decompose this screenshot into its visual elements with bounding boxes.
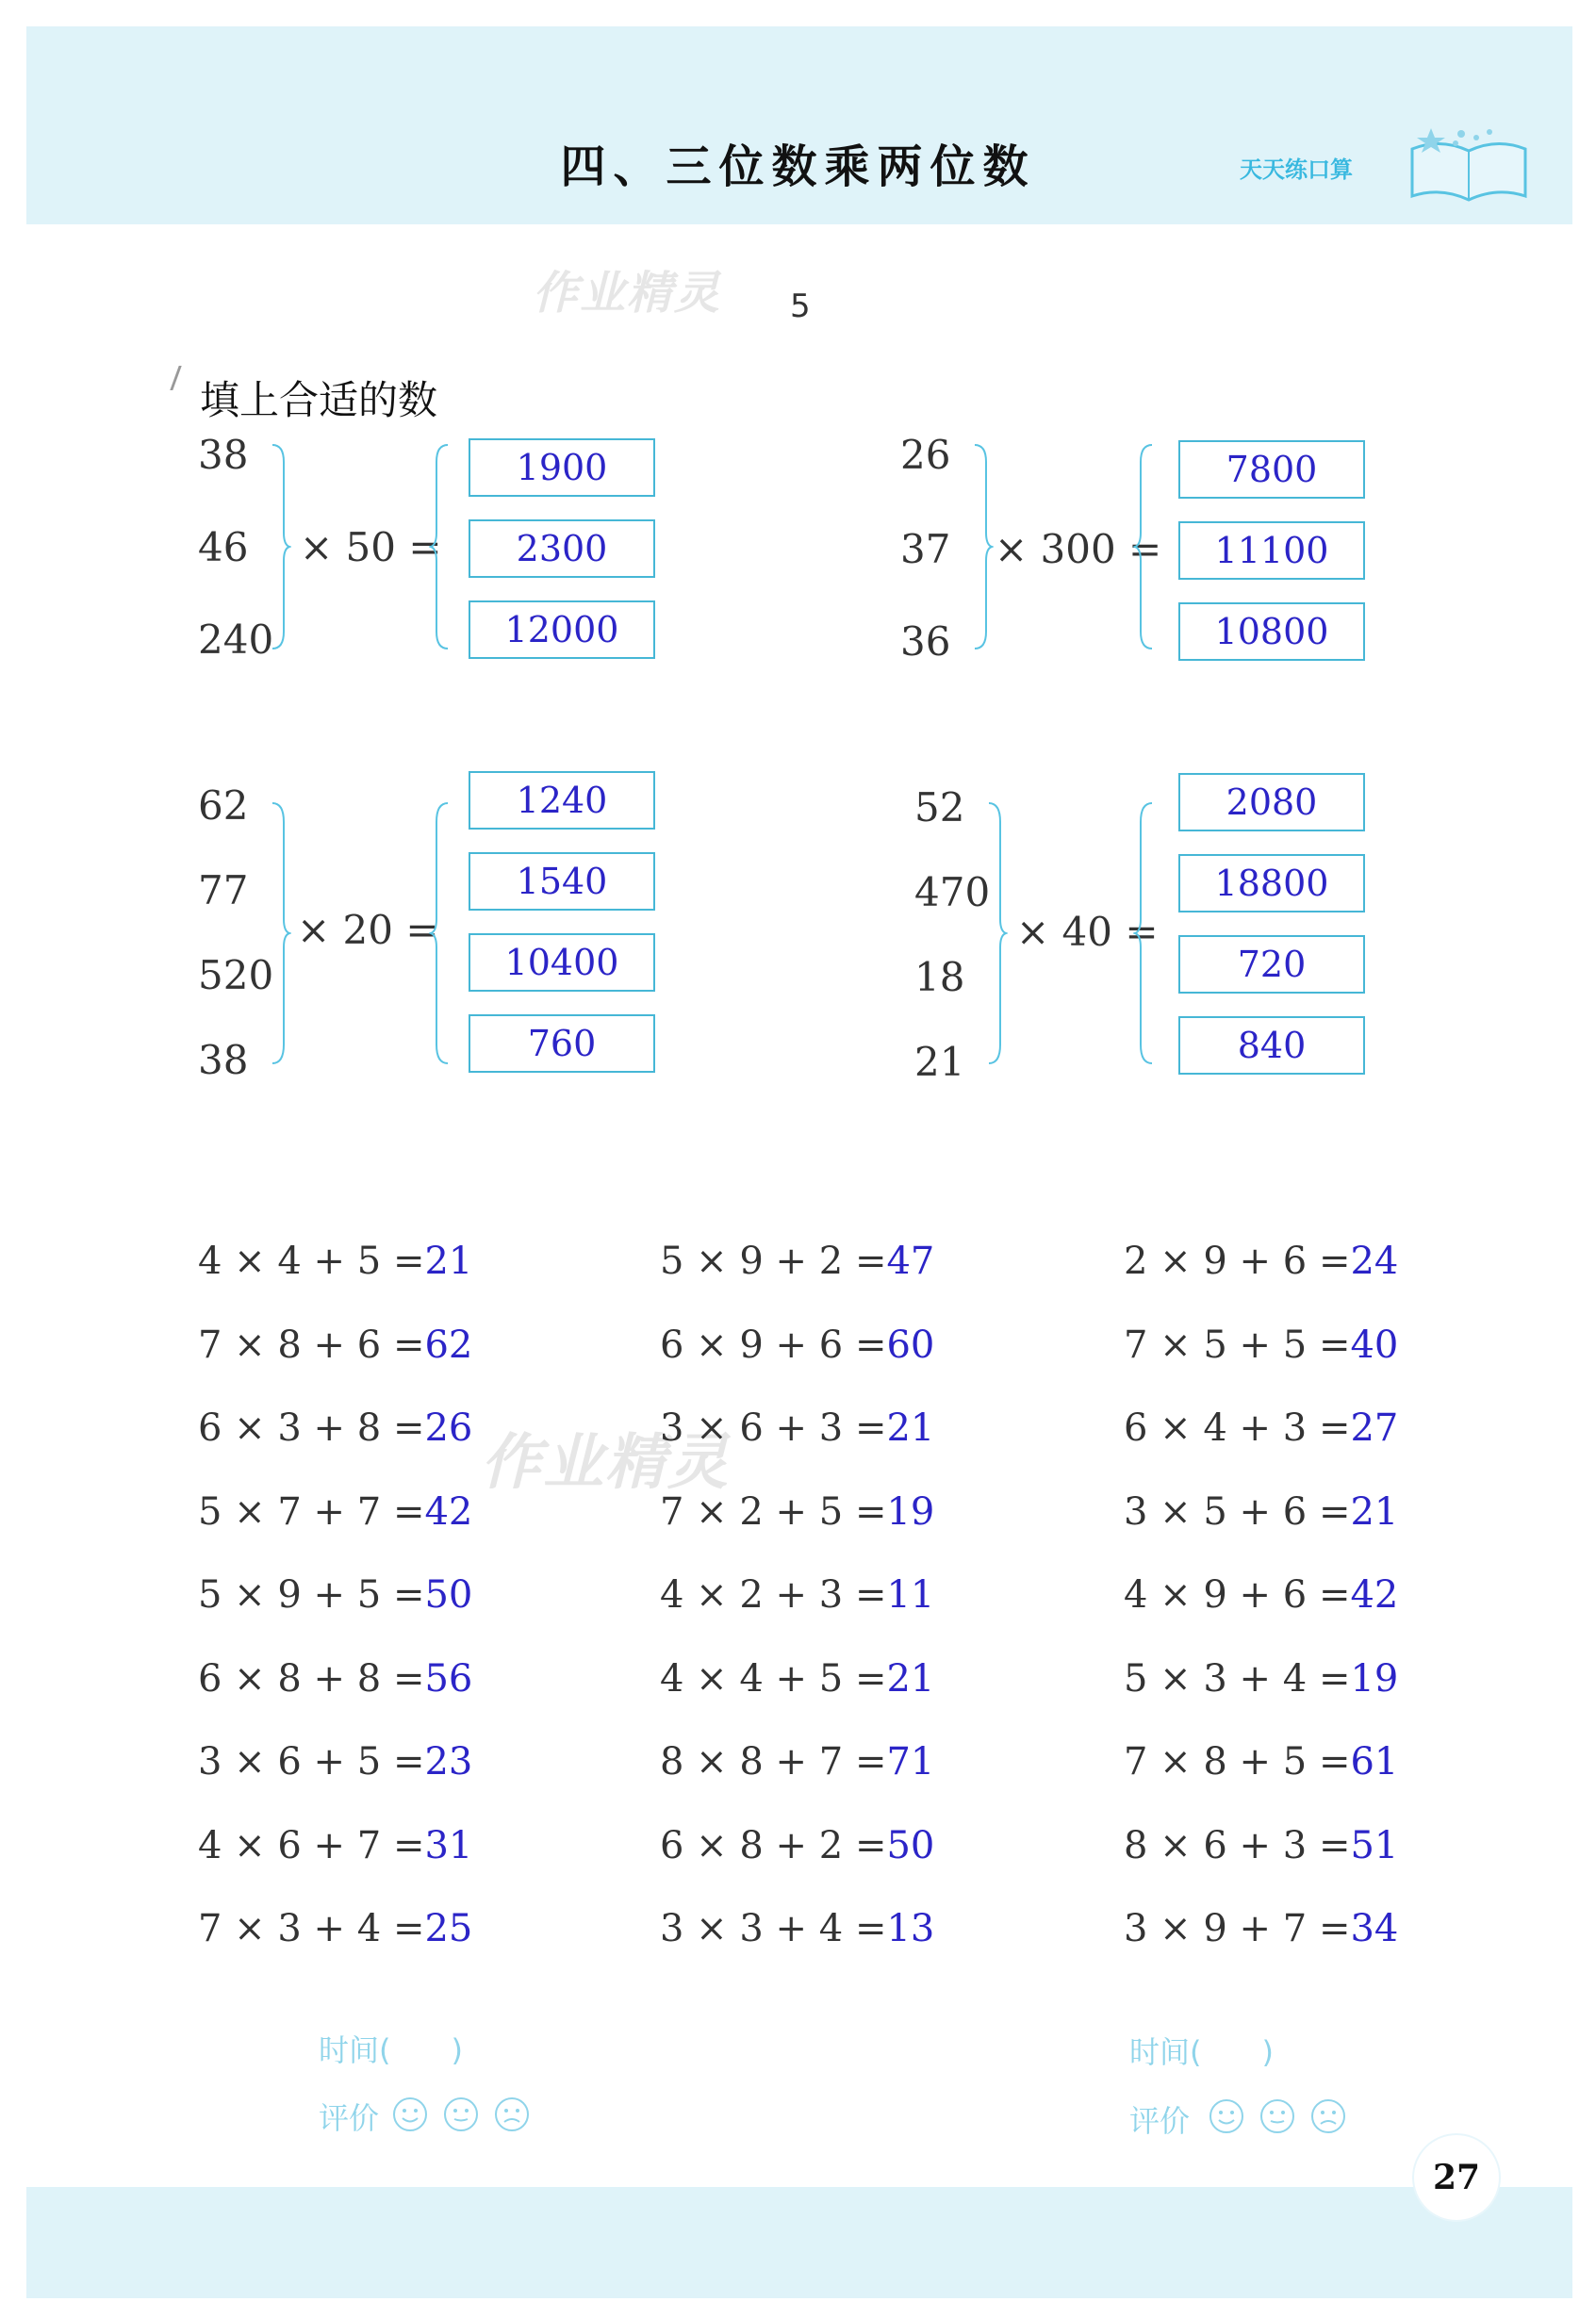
watermark-text-2: 作业精灵 (481, 1428, 730, 1498)
equation-question: 4 × 9 + 6 = (1124, 1573, 1351, 1617)
happy-face-icon (392, 2096, 428, 2132)
answer-box: 1900 (469, 438, 655, 497)
equation-row (660, 1573, 934, 1617)
left-brace-icon (1133, 443, 1156, 650)
equation-question: 8 × 8 + 7 = (660, 1740, 887, 1784)
input-number: 26 (900, 432, 951, 478)
equation-row (1124, 1907, 1398, 1950)
equation-row (660, 1657, 934, 1701)
equation-answer: 51 (1350, 1823, 1399, 1867)
sad-face-icon (494, 2096, 530, 2132)
neutral-face-icon (1259, 2098, 1295, 2134)
equation-row (198, 1240, 472, 1283)
equation-question: 3 × 5 + 6 = (1124, 1489, 1351, 1534)
equation-question: 6 × 8 + 8 = (198, 1656, 425, 1701)
answer-box: 12000 (469, 600, 655, 659)
check-mark (170, 366, 192, 390)
equation-row (660, 1406, 934, 1450)
time-label: 时间( ) (319, 2032, 463, 2068)
right-brace-icon (269, 443, 291, 650)
equation-question: 7 × 5 + 5 = (1124, 1323, 1351, 1367)
equation-question: 7 × 8 + 6 = (198, 1323, 425, 1367)
equation-question: 4 × 2 + 3 = (660, 1573, 887, 1617)
equation-row (660, 1824, 934, 1867)
equation-question: 8 × 6 + 3 = (1124, 1823, 1351, 1867)
sad-face-icon (1310, 2098, 1346, 2134)
equation-row (1124, 1490, 1398, 1534)
operator-label: × 40 = (1016, 909, 1159, 955)
equation-question: 6 × 8 + 2 = (660, 1823, 887, 1867)
equation-row (1124, 1240, 1398, 1283)
equation-row (1124, 1657, 1398, 1701)
equation-answer: 19 (886, 1489, 935, 1534)
equation-answer: 62 (424, 1323, 473, 1367)
watermark-text: 作业精灵 (533, 267, 722, 320)
equation-answer: 56 (424, 1656, 473, 1701)
equation-answer: 21 (1350, 1489, 1399, 1534)
equation-row (1124, 1573, 1398, 1617)
input-number: 38 (198, 432, 249, 478)
input-number: 470 (914, 869, 991, 915)
answer-box: 1240 (469, 771, 655, 830)
time-label: 时间( ) (1129, 2034, 1274, 2070)
equation-answer: 25 (424, 1907, 473, 1950)
equation-question: 3 × 6 + 3 = (660, 1406, 887, 1450)
equation-question: 3 × 9 + 7 = (1124, 1907, 1351, 1950)
equation-answer: 13 (886, 1907, 935, 1950)
equation-row (660, 1490, 934, 1534)
equation-answer: 40 (1350, 1323, 1399, 1367)
equation-row (198, 1657, 472, 1701)
equation-row (660, 1323, 934, 1367)
watermark-number: 5 (790, 288, 811, 325)
rating-label: 评价 (1129, 2103, 1191, 2139)
equation-row (198, 1907, 472, 1950)
equation-question: 7 × 3 + 4 = (198, 1907, 425, 1950)
operator-label: × 20 = (297, 907, 439, 953)
equation-row (198, 1323, 472, 1367)
answer-box: 10800 (1178, 602, 1365, 661)
input-number: 52 (914, 784, 965, 830)
equation-answer: 21 (886, 1406, 935, 1450)
equation-question: 4 × 4 + 5 = (198, 1240, 425, 1283)
equation-answer: 42 (1350, 1573, 1399, 1617)
equation-question: 2 × 9 + 6 = (1124, 1240, 1351, 1283)
equation-question: 6 × 3 + 8 = (198, 1406, 425, 1450)
input-number: 62 (198, 782, 249, 829)
answer-box: 2300 (469, 519, 655, 578)
input-number: 21 (914, 1039, 965, 1085)
equation-row (660, 1240, 934, 1283)
equation-answer: 24 (1350, 1240, 1399, 1283)
equation-answer: 42 (424, 1489, 473, 1534)
equation-answer: 47 (886, 1240, 935, 1283)
equation-answer: 26 (424, 1406, 473, 1450)
answer-box: 11100 (1178, 521, 1365, 580)
equation-question: 5 × 7 + 7 = (198, 1489, 425, 1534)
rating-label: 评价 (319, 2100, 380, 2136)
equation-answer: 60 (886, 1323, 935, 1367)
answer-box: 840 (1178, 1016, 1365, 1075)
operator-label: × 50 = (300, 524, 442, 570)
open-book-icon (1403, 121, 1535, 205)
answer-box: 10400 (469, 933, 655, 992)
equation-row (1124, 1323, 1398, 1367)
left-brace-icon (1133, 801, 1156, 1065)
left-brace-icon (429, 801, 452, 1065)
input-number: 18 (914, 954, 965, 1000)
equation-answer: 61 (1350, 1740, 1399, 1784)
equation-answer: 31 (424, 1823, 473, 1867)
answer-box: 18800 (1178, 854, 1365, 912)
equation-question: 7 × 8 + 5 = (1124, 1740, 1351, 1784)
answer-box: 760 (469, 1014, 655, 1073)
brand-label: 天天练口算 (1240, 156, 1353, 183)
page-number: 27 (1414, 2135, 1499, 2220)
equation-answer: 23 (424, 1740, 473, 1784)
equation-row (660, 1740, 934, 1784)
equation-question: 7 × 2 + 5 = (660, 1489, 887, 1534)
input-number: 36 (900, 618, 951, 665)
equation-question: 6 × 4 + 3 = (1124, 1406, 1351, 1450)
equation-row (1124, 1406, 1398, 1450)
page-title: 四、三位数乘两位数 (560, 140, 1036, 193)
operator-label: × 300 = (995, 526, 1162, 572)
equation-answer: 27 (1350, 1406, 1399, 1450)
neutral-face-icon (443, 2096, 479, 2132)
equation-row (1124, 1824, 1398, 1867)
answer-box: 7800 (1178, 440, 1365, 499)
input-number: 37 (900, 526, 951, 572)
equation-answer: 11 (886, 1573, 935, 1617)
input-number: 46 (198, 524, 249, 570)
equation-row (198, 1406, 472, 1450)
equation-question: 4 × 4 + 5 = (660, 1656, 887, 1701)
answer-box: 720 (1178, 935, 1365, 994)
footer-band (26, 2187, 1572, 2298)
equation-row (198, 1824, 472, 1867)
right-brace-icon (971, 443, 994, 650)
equation-question: 3 × 3 + 4 = (660, 1907, 887, 1950)
answer-box: 1540 (469, 852, 655, 911)
equation-question: 4 × 6 + 7 = (198, 1823, 425, 1867)
section-title: 填上合适的数 (200, 377, 438, 423)
equation-row (198, 1573, 472, 1617)
input-number: 38 (198, 1037, 249, 1083)
equation-row (660, 1907, 934, 1950)
equation-answer: 19 (1350, 1656, 1399, 1701)
left-brace-icon (429, 443, 452, 650)
equation-answer: 34 (1350, 1907, 1399, 1950)
equation-answer: 71 (886, 1740, 935, 1784)
input-number: 77 (198, 867, 249, 913)
equation-row (1124, 1740, 1398, 1784)
input-number: 240 (198, 616, 274, 663)
equation-answer: 50 (424, 1573, 473, 1617)
right-brace-icon (985, 801, 1008, 1065)
input-number: 520 (198, 952, 274, 998)
equation-question: 6 × 9 + 6 = (660, 1323, 887, 1367)
equation-question: 5 × 3 + 4 = (1124, 1656, 1351, 1701)
happy-face-icon (1209, 2098, 1244, 2134)
equation-answer: 50 (886, 1823, 935, 1867)
equation-question: 3 × 6 + 5 = (198, 1740, 425, 1784)
right-brace-icon (269, 801, 291, 1065)
equation-row (198, 1740, 472, 1784)
equation-answer: 21 (424, 1240, 473, 1283)
equation-question: 5 × 9 + 5 = (198, 1573, 425, 1617)
equation-row (198, 1490, 472, 1534)
equation-answer: 21 (886, 1656, 935, 1701)
answer-box: 2080 (1178, 773, 1365, 831)
equation-question: 5 × 9 + 2 = (660, 1240, 887, 1283)
